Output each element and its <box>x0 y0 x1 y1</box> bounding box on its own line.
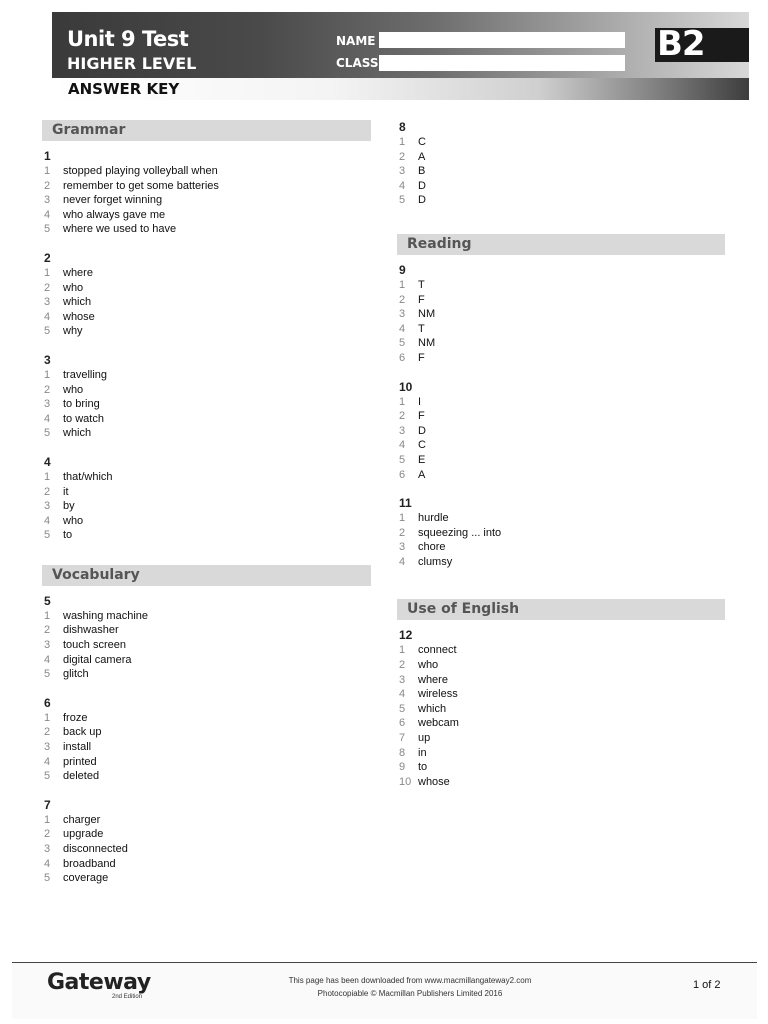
answer-text: why <box>63 325 83 338</box>
answer-index: 2 <box>44 828 51 841</box>
answer-row <box>397 135 725 150</box>
name-field[interactable] <box>379 32 625 48</box>
answer-text: printed <box>63 755 97 768</box>
answer-index: 4 <box>399 688 406 701</box>
answer-row <box>397 395 725 410</box>
answer-text: NM <box>418 337 436 350</box>
page-number: 1 of 2 <box>693 979 721 991</box>
answer-row <box>397 336 725 351</box>
answer-text: travelling <box>63 368 108 381</box>
use-of-english-questions <box>397 628 725 789</box>
answer-row <box>397 716 725 731</box>
answer-row <box>397 775 725 790</box>
answer-text: squeezing ... into <box>418 526 502 539</box>
section-heading-reading: Reading <box>397 234 725 255</box>
answer-index: 4 <box>44 857 51 870</box>
question-number: 1 <box>44 149 51 163</box>
answer-text: C <box>418 136 426 148</box>
question-number: 6 <box>44 695 51 710</box>
answer-index: 4 <box>44 310 51 323</box>
answer-row <box>397 731 725 746</box>
answer-index: 5 <box>44 529 51 542</box>
answer-row <box>42 383 371 398</box>
answer-row <box>397 673 725 688</box>
answer-text: A <box>418 150 426 163</box>
answer-text: froze <box>63 711 88 724</box>
answer-index: 1 <box>44 368 51 381</box>
question-number: 2 <box>44 250 51 265</box>
answer-index: 5 <box>44 325 51 338</box>
answer-row <box>42 725 371 740</box>
answer-text: F <box>418 410 425 423</box>
answer-text: T <box>418 322 425 335</box>
answer-text: C <box>418 439 426 452</box>
answer-index: 2 <box>44 281 51 294</box>
answer-text: hurdle <box>418 512 449 525</box>
answer-text: connect <box>418 644 457 657</box>
question-block <box>397 120 725 208</box>
answer-row <box>42 755 371 770</box>
answer-index: 4 <box>399 179 406 192</box>
answer-index: 3 <box>399 541 406 554</box>
question-block <box>42 798 371 886</box>
answer-row <box>42 281 371 296</box>
answer-text: to bring <box>63 398 100 411</box>
answer-row <box>397 307 725 322</box>
answer-index: 1 <box>44 266 51 279</box>
answer-index: 6 <box>399 717 406 730</box>
answer-index: 4 <box>44 412 51 425</box>
answer-row <box>42 470 371 485</box>
answer-text: glitch <box>63 668 89 681</box>
answer-text: whose <box>63 310 95 323</box>
answer-index: 1 <box>44 711 51 724</box>
answer-index: 2 <box>399 150 406 163</box>
answer-text: it <box>63 485 69 498</box>
edition-label: 2nd Edition <box>112 994 143 1000</box>
answer-row <box>397 702 725 717</box>
answer-row <box>42 871 371 886</box>
answer-row <box>42 164 371 179</box>
left-column <box>42 120 371 900</box>
class-field[interactable] <box>379 55 625 71</box>
answer-row <box>42 179 371 194</box>
question-block <box>397 263 725 366</box>
question-block <box>397 380 725 483</box>
answer-row <box>397 658 725 673</box>
answer-index: 1 <box>399 136 406 148</box>
answer-text: broadband <box>63 857 116 870</box>
answer-text: who <box>418 659 439 672</box>
answer-row <box>42 208 371 223</box>
answer-text: D <box>418 179 426 192</box>
answer-text: T <box>418 278 425 291</box>
answer-index: 5 <box>44 223 51 236</box>
answer-index: 4 <box>44 208 51 221</box>
reading-questions <box>397 263 725 570</box>
answer-row <box>397 351 725 366</box>
answer-index: 5 <box>44 872 51 885</box>
answer-index: 1 <box>44 609 51 622</box>
question-block <box>42 251 371 339</box>
answer-row <box>42 667 371 682</box>
answer-row <box>397 468 725 483</box>
answer-row <box>42 310 371 325</box>
answer-text: by <box>63 500 75 513</box>
answer-row <box>42 827 371 842</box>
answer-row <box>42 740 371 755</box>
answer-index: 5 <box>399 194 406 207</box>
answer-row <box>397 687 725 702</box>
question-block <box>42 696 371 784</box>
answer-text: who <box>63 383 84 396</box>
answer-text: digital camera <box>63 653 132 666</box>
answer-text: which <box>63 296 92 309</box>
answer-index: 2 <box>44 485 51 498</box>
question-number: 5 <box>44 593 51 608</box>
footer-divider <box>12 962 757 963</box>
answer-row <box>42 485 371 500</box>
answer-text: who always gave me <box>63 208 166 221</box>
answer-index: 2 <box>399 659 406 672</box>
answer-text: never forget winning <box>63 194 163 207</box>
answer-index: 4 <box>44 653 51 666</box>
question-block <box>397 628 725 789</box>
answer-index: 3 <box>399 424 406 437</box>
answer-row <box>42 638 371 653</box>
download-notice: This page has been downloaded from www.macmillangateway2.com <box>288 976 532 985</box>
question-block <box>397 496 725 569</box>
gateway-logo: Gateway <box>47 970 151 995</box>
answer-text: up <box>418 732 431 745</box>
vocabulary-questions-continued <box>397 120 725 208</box>
answer-text: webcam <box>418 717 459 730</box>
answer-text: which <box>418 702 447 715</box>
answer-text: dishwasher <box>63 624 119 637</box>
answer-text: F <box>418 351 425 364</box>
answer-text: install <box>63 741 92 754</box>
answer-index: 3 <box>399 673 406 686</box>
question-number: 8 <box>399 120 406 134</box>
answer-row <box>397 643 725 658</box>
vocabulary-questions <box>42 594 371 886</box>
question-number: 7 <box>44 797 51 812</box>
answer-index: 3 <box>44 741 51 754</box>
answer-row <box>42 426 371 441</box>
answer-index: 5 <box>399 337 406 350</box>
answer-row <box>42 266 371 281</box>
answer-index: 2 <box>44 383 51 396</box>
question-number: 10 <box>399 379 413 394</box>
answer-row <box>397 164 725 179</box>
answer-row <box>42 528 371 543</box>
level-badge <box>655 24 749 64</box>
answer-text: chore <box>418 541 446 554</box>
answer-row <box>397 278 725 293</box>
answer-text: I <box>418 395 422 408</box>
answer-index: 4 <box>399 322 406 335</box>
answer-row <box>42 813 371 828</box>
answer-index: 3 <box>44 398 51 411</box>
answer-row <box>397 424 725 439</box>
answer-text: washing machine <box>63 609 148 622</box>
answer-index: 5 <box>44 668 51 681</box>
answer-index: 2 <box>44 624 51 637</box>
answer-row <box>397 322 725 337</box>
answer-text: stopped playing volleyball when <box>63 165 218 177</box>
section-heading-grammar: Grammar <box>42 120 371 141</box>
answer-index: 5 <box>44 770 51 783</box>
grammar-questions <box>42 149 371 543</box>
answer-row <box>397 526 725 541</box>
answer-index: 4 <box>44 514 51 527</box>
answer-row <box>397 555 725 570</box>
answer-text: A <box>418 468 426 481</box>
answer-row <box>42 295 371 310</box>
level-text: B2 <box>657 24 705 64</box>
answer-index: 10 <box>399 775 412 788</box>
answer-text: F <box>418 293 425 306</box>
answer-text: remember to get some batteries <box>63 179 219 192</box>
answer-row <box>42 653 371 668</box>
answer-index: 7 <box>399 732 406 745</box>
question-number: 3 <box>44 352 51 367</box>
answer-index: 1 <box>44 813 51 826</box>
answer-index: 2 <box>44 726 51 739</box>
answer-text: whose <box>418 775 450 788</box>
answer-row <box>397 453 725 468</box>
answer-row <box>42 842 371 857</box>
answer-text: D <box>418 194 426 207</box>
answer-text: D <box>418 424 426 437</box>
answer-index: 2 <box>399 526 406 539</box>
question-block <box>42 353 371 441</box>
answer-index: 5 <box>399 453 406 466</box>
answer-index: 2 <box>44 179 51 192</box>
answer-row <box>42 499 371 514</box>
answer-row <box>42 222 371 237</box>
answer-index: 3 <box>399 165 406 178</box>
answer-row <box>42 711 371 726</box>
answer-row <box>42 412 371 427</box>
answer-row <box>42 514 371 529</box>
answer-index: 3 <box>44 843 51 855</box>
question-number: 11 <box>399 496 412 511</box>
answer-index: 3 <box>44 296 51 309</box>
answer-text: to <box>418 761 428 774</box>
answer-index: 5 <box>44 427 51 440</box>
answer-row <box>397 540 725 555</box>
answer-row <box>42 193 371 208</box>
answer-row <box>397 511 725 526</box>
answer-row <box>42 769 371 784</box>
answer-text: back up <box>63 726 102 739</box>
answer-text: where <box>63 266 93 279</box>
answer-index: 9 <box>399 761 406 774</box>
answer-row <box>397 409 725 424</box>
answer-text: clumsy <box>418 555 453 568</box>
class-label: CLASS <box>336 56 379 70</box>
answer-text: where <box>418 673 448 686</box>
answer-index: 6 <box>399 468 406 481</box>
answer-index: 2 <box>399 410 406 423</box>
answer-text: upgrade <box>63 828 104 841</box>
answer-row <box>397 760 725 775</box>
answer-row <box>42 397 371 412</box>
answer-index: 2 <box>399 293 406 306</box>
answer-index: 8 <box>399 746 406 759</box>
answer-row <box>42 368 371 383</box>
answer-text: disconnected <box>63 843 128 855</box>
answer-index: 4 <box>399 439 406 452</box>
answer-index: 4 <box>44 755 51 768</box>
test-title: Unit 9 Test <box>67 27 189 51</box>
section-heading-vocabulary: Vocabulary <box>42 565 371 586</box>
answer-row <box>397 179 725 194</box>
answer-text: which <box>63 427 92 440</box>
answer-text: to <box>63 529 73 542</box>
answer-index: 3 <box>399 308 406 321</box>
answer-text: who <box>63 514 84 527</box>
answer-index: 1 <box>44 470 51 483</box>
answer-text: touch screen <box>63 639 126 652</box>
question-number: 9 <box>399 262 406 277</box>
answer-row <box>397 293 725 308</box>
answer-index: 1 <box>399 395 406 408</box>
answer-row <box>42 857 371 872</box>
section-heading-use-of-english: Use of English <box>397 599 725 620</box>
answer-row <box>397 746 725 761</box>
question-number: 4 <box>44 454 51 469</box>
answer-row <box>397 438 725 453</box>
answer-row <box>42 623 371 638</box>
answer-index: 6 <box>399 351 406 364</box>
answer-index: 1 <box>399 278 406 291</box>
answer-index: 3 <box>44 639 51 652</box>
answer-index: 3 <box>44 500 51 513</box>
question-block <box>42 149 371 237</box>
question-block <box>42 455 371 543</box>
name-label: NAME <box>336 34 376 48</box>
answer-text: coverage <box>63 872 109 885</box>
question-number: 12 <box>399 628 413 643</box>
question-block <box>42 594 371 682</box>
answer-text: to watch <box>63 412 104 425</box>
answer-index: 1 <box>399 644 406 657</box>
answer-text: B <box>418 165 426 178</box>
answer-row <box>42 609 371 624</box>
answer-text: charger <box>63 813 101 826</box>
answer-text: deleted <box>63 770 100 783</box>
answer-index: 5 <box>399 702 406 715</box>
answer-text: NM <box>418 308 436 321</box>
answer-index: 3 <box>44 194 51 207</box>
answer-key-label: ANSWER KEY <box>68 80 180 98</box>
answer-text: where we used to have <box>63 223 177 236</box>
answer-row <box>42 324 371 339</box>
answer-row <box>397 150 725 165</box>
answer-index: 1 <box>44 165 51 177</box>
right-column <box>397 120 725 803</box>
answer-index: 1 <box>399 512 406 525</box>
copyright-notice: Photocopiable © Macmillan Publishers Limited 2016 <box>317 989 503 998</box>
answer-text: wireless <box>418 688 458 701</box>
answer-text: E <box>418 453 426 466</box>
answer-row <box>397 193 725 208</box>
answer-text: in <box>418 746 427 759</box>
answer-text: who <box>63 281 84 294</box>
answer-text: that/which <box>63 470 113 483</box>
answer-index: 4 <box>399 555 406 568</box>
test-level-subtitle: HIGHER LEVEL <box>67 54 197 73</box>
